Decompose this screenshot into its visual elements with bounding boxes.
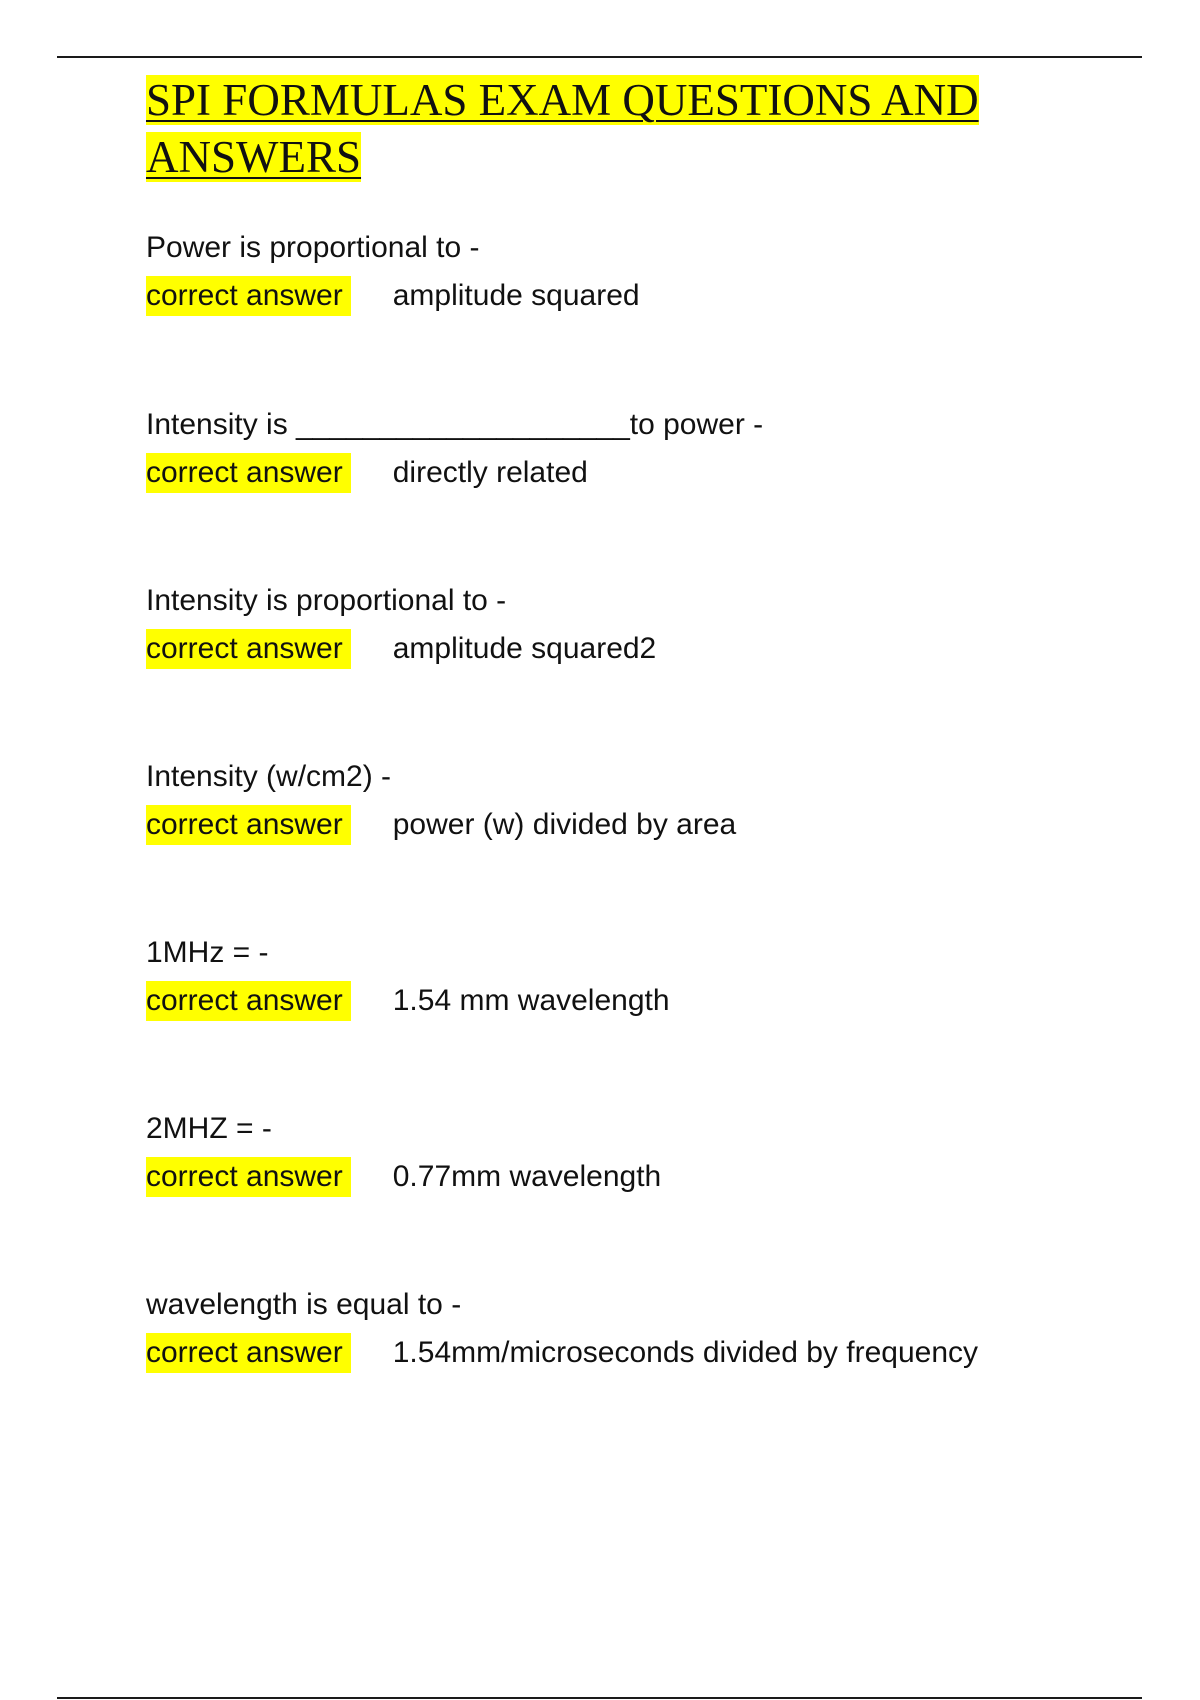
top-rule [57, 56, 1142, 58]
answer-label: correct answer [146, 981, 351, 1021]
answer-line [146, 1329, 1076, 1377]
document-body [146, 72, 1076, 1457]
answer-text: power (w) divided by area [392, 808, 737, 841]
answer-text: 0.77mm wavelength [392, 1160, 662, 1193]
answer-label: correct answer [146, 805, 351, 845]
question-text: 1MHz = - [146, 936, 269, 969]
qa-item [146, 224, 1076, 401]
bottom-rule [57, 1697, 1142, 1699]
answer-label: correct answer [146, 453, 351, 493]
question-text: Power is proportional to - [146, 231, 480, 264]
answer-text: 1.54 mm wavelength [392, 984, 670, 1017]
qa-item [146, 929, 1076, 1105]
question-text: wavelength is equal to - [146, 1288, 462, 1321]
document-title-text: SPI FORMULAS EXAM QUESTIONS AND ANSWERS [146, 75, 979, 182]
answer-text: 1.54mm/microseconds divided by frequency [392, 1336, 979, 1369]
answer-line [146, 1153, 1076, 1201]
question-text: 2MHZ = - [146, 1112, 272, 1145]
qa-list [146, 224, 1076, 1457]
question-text: Intensity (w/cm2) - [146, 760, 392, 793]
question-text: Intensity is proportional to - [146, 584, 507, 617]
qa-item [146, 1281, 1076, 1457]
answer-line [146, 977, 1076, 1025]
document-title [146, 72, 1076, 186]
qa-item [146, 1105, 1076, 1281]
answer-text: amplitude squared [392, 279, 640, 312]
question-text: Intensity is ____________________to power - [146, 408, 764, 441]
answer-label: correct answer [146, 629, 351, 669]
answer-text: directly related [392, 456, 588, 489]
answer-line [146, 801, 1076, 849]
qa-item [146, 753, 1076, 929]
answer-label: correct answer [146, 1157, 351, 1197]
answer-line [146, 449, 1076, 497]
answer-label: correct answer [146, 276, 351, 316]
qa-item [146, 577, 1076, 753]
qa-item [146, 401, 1076, 577]
answer-line [146, 272, 1076, 320]
answer-text: amplitude squared2 [392, 632, 657, 665]
answer-line [146, 625, 1076, 673]
answer-label: correct answer [146, 1333, 351, 1373]
